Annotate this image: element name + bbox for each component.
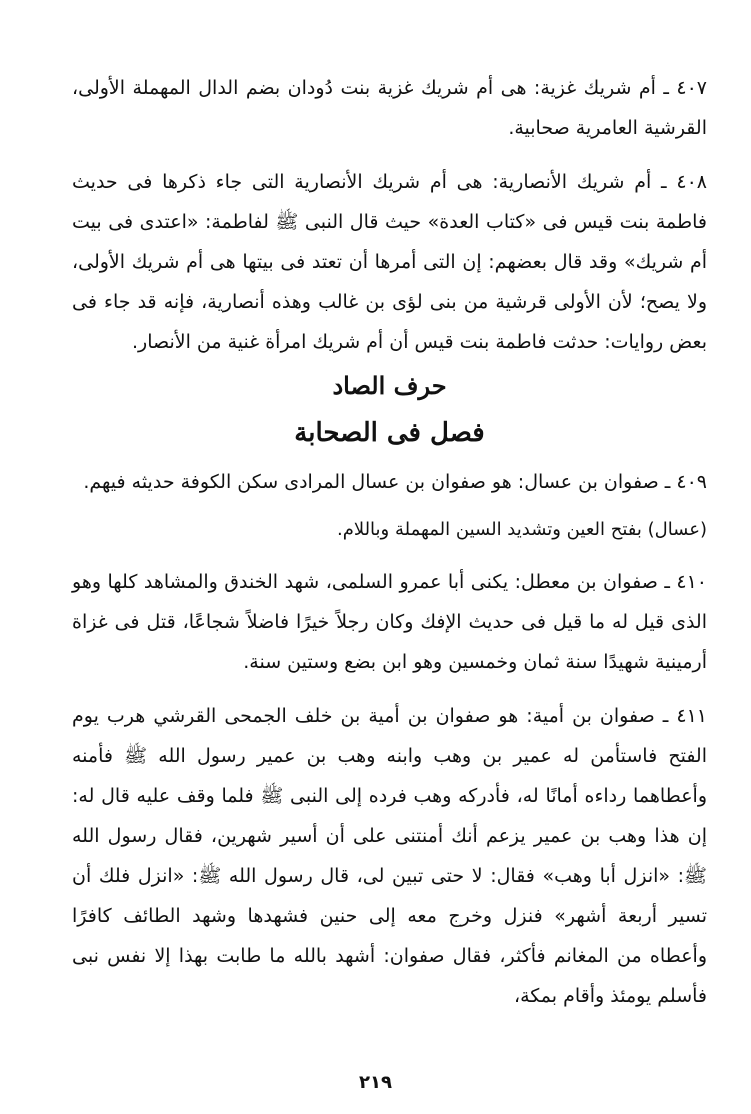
entry-411: ٤١١ ـ صفوان بن أمية: هو صفوان بن أمية بن خلف الجمحى القرشي هرب يوم الفتح فاستأمن له عمير بن وهب وابنه وهب بن عمير رسول الله ﷺ فأمنه وأعطاهما رداءه أمانًا له، فأدركه وهب فرده إلى النبى ﷺ فلما وقف عليه قال له: إن هذا وهب بن عمير يزعم أنك أمنتنى على أن أسير شهرين، فقال رسول الله ﷺ: «انزل أبا وهب» فقال: لا حتى تبين لى، قال رسول الله ﷺ: «انزل فلك أن تسير أربعة أشهر» فنزل وخرج معه إلى حنين فشهدها وشهد الطائف كافرًا وأعطاه من المغانم فأكثر، فقال صفوان: أشهد بالله ما طابت بهذا إلا نفس نبى فأسلم يومئذ وأقام بمكة، [72, 705, 707, 1007]
entry-409: ٤٠٩ ـ صفوان بن عسال: هو صفوان بن عسال المرادى سكن الكوفة حديثه فيهم. [83, 471, 707, 493]
letter-heading: حرف الصاد [332, 371, 447, 400]
section-heading: فصل فى الصحابة [294, 418, 485, 448]
entry-409-note: (عسال) بفتح العين وتشديد السين المهملة وباللام. [336, 519, 707, 540]
entry-410: ٤١٠ ـ صفوان بن معطل: يكنى أبا عمرو السلمى، شهد الخندق والمشاهد كلها وهو الذى قيل له ما قيل فى حديث الإفك وكان رجلاً خيرًا فاضلاً شجاعًا، قتل فى غزاة أرمينية شهيدًا سنة ثمان وخمسين وهو ابن بضع وستين سنة. [72, 571, 707, 673]
page-number: ٢١٩ [359, 1072, 392, 1093]
entry-407: ٤٠٧ ـ أم شريك غزية: هى أم شريك غزية بنت دُودان بضم الدال المهملة الأولى، القرشية العامرية صحابية. [72, 77, 707, 139]
entry-408: ٤٠٨ ـ أم شريك الأنصارية: هى أم شريك الأنصارية التى جاء ذكرها فى حديث فاطمة بنت قيس فى «كتاب العدة» حيث قال النبى ﷺ لفاطمة: «اعتدى فى بيت أم شريك» وقد قال بعضهم: إن التى أمرها أن تعتد فى بيتها هى أم شريك الأولى، ولا يصح؛ لأن الأولى قرشية من بنى لؤى بن غالب وهذه أنصارية، فإنه قد جاء فى بعض روايات: حدثت فاطمة بنت قيس أن أم شريك امرأة غنية من الأنصار. [72, 171, 707, 353]
